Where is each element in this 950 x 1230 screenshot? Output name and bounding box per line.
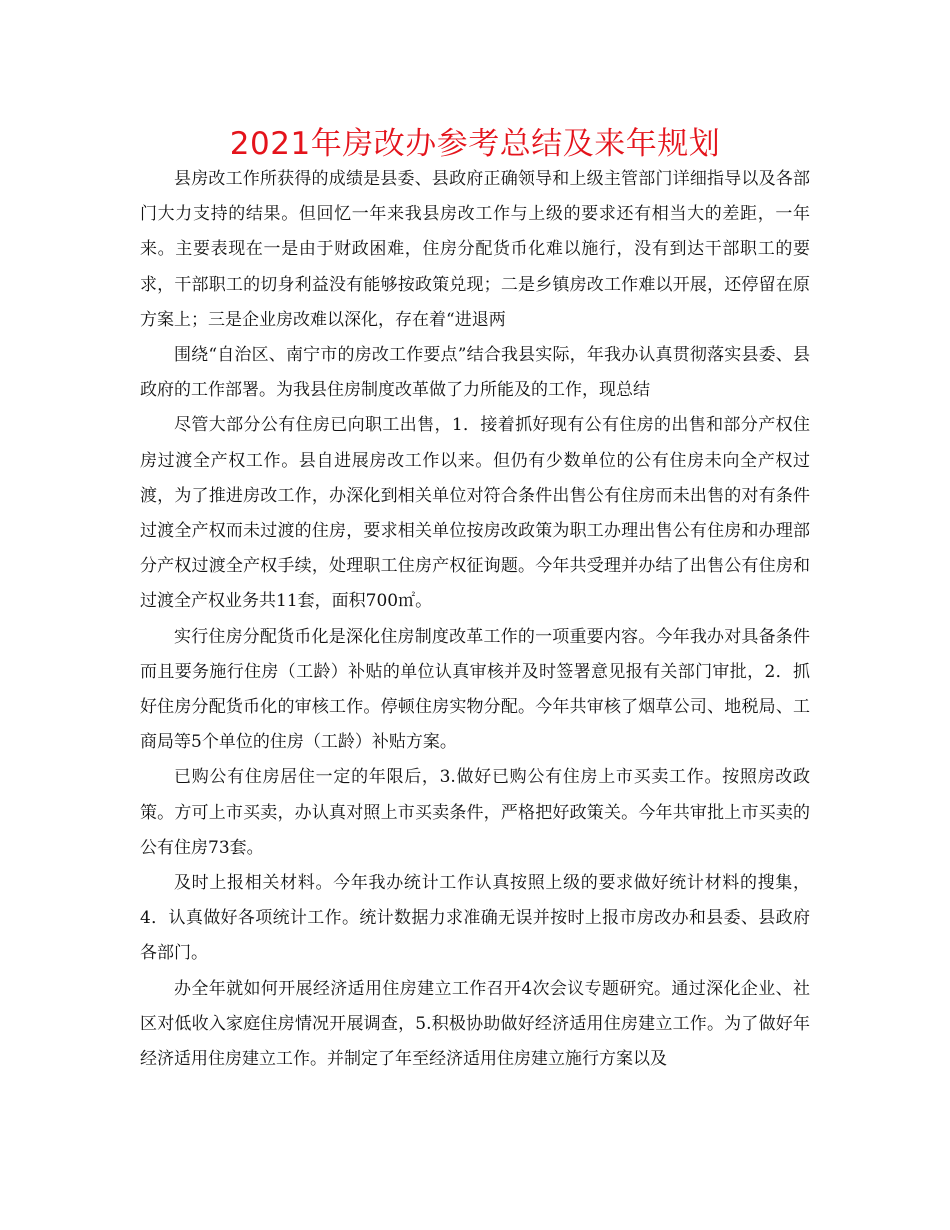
paragraph-7: 办全年就如何开展经济适用住房建立工作召开4次会议专题研究。通过深化企业、社区对低收入家庭住房情况开展调查，5.积极协助做好经济适用住房建立工作。为了做好年经济适用住房建立工作。并制定了年至经济适用住房建立施行方案以及 (140, 978, 810, 1070)
paragraph-3: 尽管大部分公有住房已向职工出售，1．接着抓好现有公有住房的出售和部分产权住房过渡全产权工作。县自进展房改工作以来。但仍有少数单位的公有住房未向全产权过渡，为了推进房改工作，办深化到相关单位对符合条件出售公有住房而未出售的对有条件过渡全产权而未过渡的住房，要求相关单位按房改政策为职工办理出售公有住房和办理部分产权过渡全产权手续，处理职工住房产权征询题。今年共受理并办结了出售公有住房和过渡全产权业务共11套，面积700㎡。 (140, 415, 810, 612)
paragraph-2: 围绕“自治区、南宁市的房改工作要点”结合我县实际，年我办认真贯彻落实县委、县政府的工作部署。为我县住房制度改革做了力所能及的工作，现总结 (140, 345, 810, 401)
paragraph-6: 及时上报相关材料。今年我办统计工作认真按照上级的要求做好统计材料的搜集，4．认真做好各项统计工作。统计数据力求准确无误并按时上报市房改办和县委、县政府各部门。 (140, 873, 810, 964)
page-title: 2021年房改办参考总结及来年规划 (229, 126, 721, 162)
paragraph-4: 实行住房分配货币化是深化住房制度改革工作的一项重要内容。今年我办对具备条件而且要务施行住房（工龄）补贴的单位认真审核并及时签署意见报有关部门审批，2．抓好住房分配货币化的审核工作。停顿住房实物分配。今年共审核了烟草公司、地税局、工商局等5个单位的住房（工龄）补贴方案。 (140, 626, 810, 753)
paragraph-1: 县房改工作所获得的成绩是县委、县政府正确领导和上级主管部门详细指导以及各部门大力支持的结果。但回忆一年来我县房改工作与上级的要求还有相当大的差距，一年来。主要表现在一是由于财政困难，住房分配货币化难以施行，没有到达干部职工的要求，干部职工的切身利益没有能够按政策兑现；二是乡镇房改工作难以开展，还停留在原方案上；三是企业房改难以深化，存在着“进退两 (140, 169, 810, 330)
paragraph-5: 已购公有住房居住一定的年限后，3.做好已购公有住房上市买卖工作。按照房改政策。方可上市买卖，办认真对照上市买卖条件，严格把好政策关。今年共审批上市买卖的公有住房73套。 (140, 767, 810, 858)
document-body (140, 162, 810, 1077)
